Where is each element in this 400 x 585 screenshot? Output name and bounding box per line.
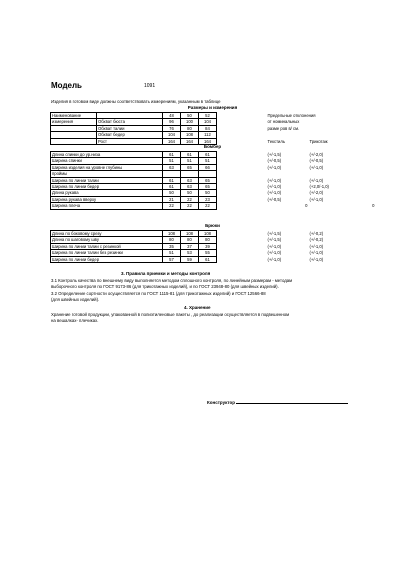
measurement-label: Ширина по линии бедер bbox=[51, 183, 163, 189]
tolerance-textile: (+/-1,5) bbox=[267, 152, 282, 158]
row-sublabel: Обхват бюста bbox=[97, 119, 163, 125]
tolerance-textile: разме ров в/ см. bbox=[267, 125, 300, 131]
size-48-value: 21 bbox=[163, 196, 181, 202]
size-48-value: 61 bbox=[163, 183, 181, 189]
tolerance-textile: Предельные отклонения bbox=[267, 113, 316, 119]
size-48-value: 57 bbox=[163, 256, 181, 262]
tolerance-textile: (+/-1,0) bbox=[267, 250, 282, 256]
size-50-value: 63 bbox=[181, 183, 199, 189]
tolerance-knit: (+/-2,0) bbox=[309, 152, 324, 158]
signature-line bbox=[207, 399, 348, 405]
row-sublabel: Рост bbox=[97, 138, 163, 144]
size-48-value: 51 bbox=[163, 158, 181, 164]
measurement-label: Ширина по линии талии с резинкой bbox=[51, 243, 163, 249]
model-number: 1091 bbox=[144, 83, 156, 89]
sizes-caption: Размеры и измерения bbox=[187, 105, 238, 110]
size-52-value: 39 bbox=[199, 243, 217, 249]
tolerance-knit: (+/-1,0) bbox=[309, 177, 324, 183]
size-52-value: 55 bbox=[199, 250, 217, 256]
measurement-label: Ширина по линии талии без резинки bbox=[51, 250, 163, 256]
tolerance-knit: (+/-0,5) bbox=[309, 158, 324, 164]
size-52-value: 108 bbox=[199, 231, 217, 237]
tolerance-textile: от номинальных bbox=[267, 119, 300, 125]
section4-line2: на вешалках- плечиках. bbox=[51, 318, 99, 323]
size-48-value: 96 bbox=[163, 119, 181, 125]
tolerance-textile: (+/-1,0) bbox=[267, 177, 282, 183]
measurement-label: Ширина по линии талии bbox=[51, 177, 163, 183]
table-row bbox=[51, 256, 376, 262]
tolerance-knit: Трикотаж bbox=[309, 138, 328, 144]
size-50-value: 63 bbox=[181, 177, 199, 183]
section4-line1: Хранение готовой продукции, упакованной в полиэтиленовые пакеты , до реализации осуществляется в подвешенном bbox=[51, 312, 290, 317]
tolerance-textile: (+/-0,5) bbox=[267, 158, 282, 164]
size-48-value: 76 bbox=[163, 125, 181, 131]
size-52-value: 22 bbox=[199, 203, 217, 209]
measurement-label: Ширина спинки bbox=[51, 158, 163, 164]
section4-title: 4. Хранение bbox=[184, 305, 211, 310]
section3-title: 3. Правила приемки и методы контроля bbox=[121, 271, 211, 276]
size-50-value: 22 bbox=[181, 196, 199, 202]
section3-p1-line1: 3.1 Контроль качества по внешнему виду выполняется методом сплошного контроля, по линейным размерам - методам bbox=[51, 278, 293, 283]
size-52-value: 50 bbox=[199, 190, 217, 196]
size-52-value: 66 bbox=[199, 164, 217, 170]
row-label: измерения bbox=[51, 119, 97, 125]
signature-label: Конструктор bbox=[207, 400, 236, 405]
tolerance-textile: (+/-1,5) bbox=[267, 237, 282, 243]
tolerance-textile: Текстиль bbox=[267, 138, 286, 144]
size-48-value: 51 bbox=[163, 250, 181, 256]
spacer-cell bbox=[217, 256, 267, 262]
bomber-title: Бомбер bbox=[203, 144, 222, 149]
tolerance-knit: (+/-2,0) bbox=[309, 190, 324, 196]
size-52-value: 61 bbox=[199, 152, 217, 158]
size-50-value: 108 bbox=[181, 231, 199, 237]
measurement-label: проймы bbox=[51, 171, 163, 177]
table-row bbox=[51, 203, 376, 209]
intro-text: Изделия в готовом виде должны соответствовать измерениям, указанным в таблице bbox=[51, 99, 221, 104]
pants-table bbox=[50, 230, 376, 263]
size-50-value: 61 bbox=[181, 152, 199, 158]
tolerance-knit: (+/-0,2) bbox=[309, 231, 324, 237]
measurement-label: Длина по шаговому шву bbox=[51, 237, 163, 243]
size-50-value: 100 bbox=[181, 119, 199, 125]
measurement-label: Ширина плеча bbox=[51, 203, 163, 209]
tolerance-textile: (+/-1,0) bbox=[267, 256, 282, 262]
size-50-value: 108 bbox=[181, 132, 199, 138]
size-48-value: 61 bbox=[163, 152, 181, 158]
bomber-table bbox=[50, 151, 376, 210]
size-50-value: 80 bbox=[181, 125, 199, 131]
size-50-value: 50 bbox=[181, 190, 199, 196]
measurement-label: Ширина рукава вверху bbox=[51, 196, 163, 202]
size-50-value: 80 bbox=[181, 237, 199, 243]
tolerance-textile: 0 bbox=[305, 203, 308, 209]
size-52-value: 164 bbox=[199, 138, 217, 144]
tolerance-knit: (+/-1,0) bbox=[309, 164, 324, 170]
size-52-value: 112 bbox=[199, 132, 217, 138]
size-52-value: 65 bbox=[199, 183, 217, 189]
tolerance-knit: (+/-1,0) bbox=[309, 196, 324, 202]
measurement-label: Ширина по линии бедер bbox=[51, 256, 163, 262]
size-48-value: 48 bbox=[163, 113, 181, 119]
size-50-value: 37 bbox=[181, 243, 199, 249]
measurement-label: Длина рукава bbox=[51, 190, 163, 196]
size-48-value: 108 bbox=[163, 231, 181, 237]
size-52-value: 80 bbox=[199, 237, 217, 243]
row-sublabel: Обхват бедер bbox=[97, 132, 163, 138]
size-52-value: 52 bbox=[199, 113, 217, 119]
size-50-value: 22 bbox=[181, 203, 199, 209]
tolerance-knit: (+/-1,0) bbox=[309, 256, 324, 262]
size-52-value: 65 bbox=[199, 177, 217, 183]
size-48-value: 80 bbox=[163, 237, 181, 243]
size-50-value: 50 bbox=[181, 113, 199, 119]
section3-p2-line1: 3.2 Определение сортности осуществляется по ГОСТ 1115-81 (для трикотажных изделий) и ГОСТ 12566-88 bbox=[51, 291, 266, 296]
tolerance-textile: (+/-1,0) bbox=[267, 184, 282, 190]
section3-p1-line2: выборочного контроля по ГОСТ 9173-86 (для трикотажных изделий), и по ГОСТ 23948-80 (для швейных изделий). bbox=[51, 284, 279, 289]
tolerance-textile: (+/-1,0) bbox=[267, 190, 282, 196]
tolerance-knit: (+2,0/-1,0) bbox=[309, 184, 329, 190]
size-52-value: 51 bbox=[199, 158, 217, 164]
size-48-value: 104 bbox=[163, 132, 181, 138]
size-50-value: 51 bbox=[181, 158, 199, 164]
tolerance-knit: 0 bbox=[372, 203, 375, 209]
size-52-value: 84 bbox=[199, 125, 217, 131]
tolerance-textile: (+/-0,5) bbox=[267, 196, 282, 202]
tolerance-textile: (+/-1,5) bbox=[267, 231, 282, 237]
size-52-value: 23 bbox=[199, 196, 217, 202]
size-48-value: 63 bbox=[163, 164, 181, 170]
size-50-value: 59 bbox=[181, 256, 199, 262]
tolerance-textile: (+/-1,0) bbox=[267, 164, 282, 170]
size-50-value: 164 bbox=[181, 138, 199, 144]
spacer-cell bbox=[217, 203, 267, 209]
signature-blank bbox=[236, 399, 348, 404]
size-48-value: 22 bbox=[163, 203, 181, 209]
tolerance-textile: (+/-1,0) bbox=[267, 243, 282, 249]
size-48-value: 50 bbox=[163, 190, 181, 196]
size-50-value: 65 bbox=[181, 164, 199, 170]
pants-title: Брюки bbox=[205, 223, 220, 228]
size-50-value: 53 bbox=[181, 250, 199, 256]
size-48-value: 35 bbox=[163, 243, 181, 249]
measurement-label: Длина спинки до ур.низа bbox=[51, 152, 163, 158]
tolerance-knit: (+/-1,0) bbox=[309, 243, 324, 249]
tolerance-knit: (+/-1,0) bbox=[309, 250, 324, 256]
size-48-value: 164 bbox=[163, 138, 181, 144]
sizes-table bbox=[50, 112, 376, 145]
measurement-label: Ширина изделия на уровне глубины bbox=[51, 164, 163, 170]
row-sublabel: Обхват талии bbox=[97, 125, 163, 131]
model-label: Модель bbox=[51, 81, 82, 90]
size-52-value: 61 bbox=[199, 256, 217, 262]
row-label: Наименование bbox=[51, 113, 97, 119]
tolerance-knit: (+/-0,2) bbox=[309, 237, 324, 243]
measurement-label: Длина по боковому срезу bbox=[51, 231, 163, 237]
section3-p2-line2: (для швейных изделий). bbox=[51, 297, 100, 302]
size-48-value: 61 bbox=[163, 177, 181, 183]
size-52-value: 104 bbox=[199, 119, 217, 125]
